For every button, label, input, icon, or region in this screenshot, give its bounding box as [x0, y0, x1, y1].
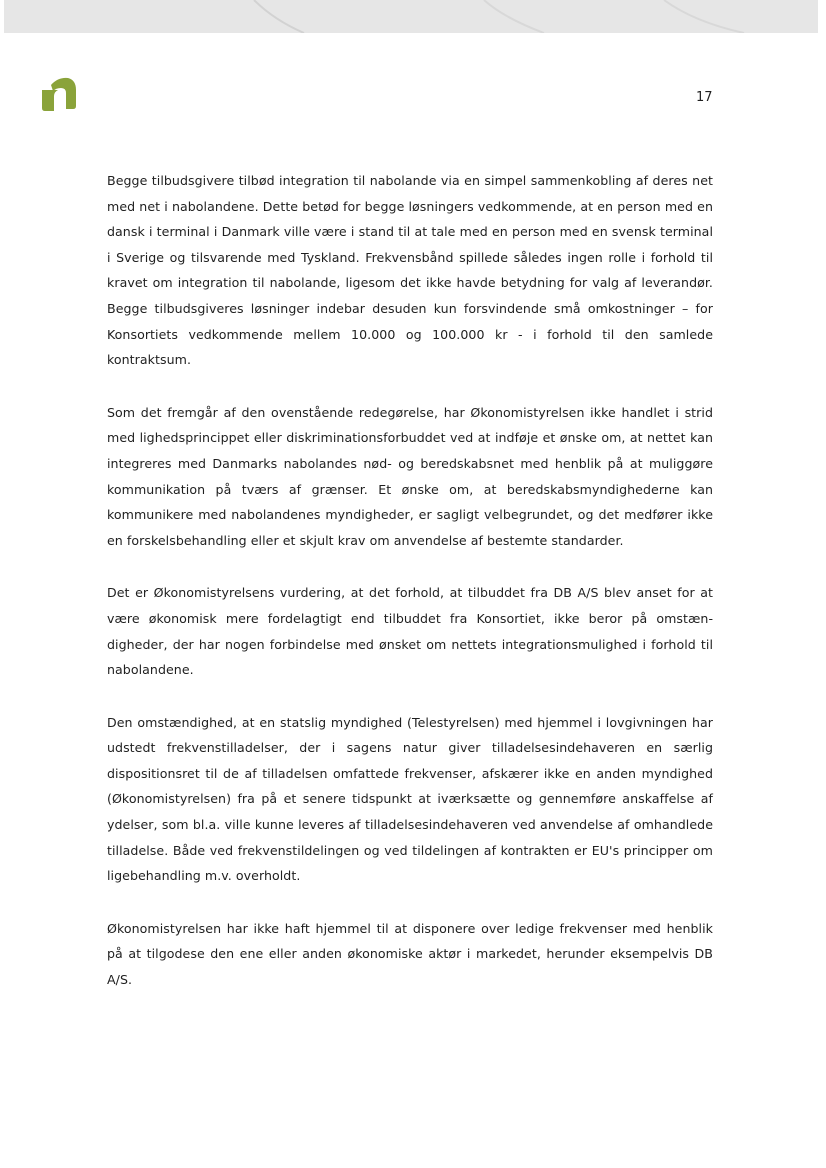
page-number: 17	[696, 90, 713, 105]
header-band-curves	[4, 0, 818, 33]
paragraph-4: Den omstændighed, at en statslig myndighed (Telestyrelsen) med hjemmel i lovgivningen har udstedt frekvenstilladelser, der i sagens natur giver tilladelsesindehaveren en særlig dispositionsret til de af tilladelsen omfattede frekvenser, afskærer ikke en anden myndighed (Økonomistyrelsen) fra på et senere tidspunkt at iværksætte og gennemføre anskaffelse af ydelser, som bl.a. ville kunne leveres af tilladelsesindehaveren ved anvendelse af omhandlede tilladelse. Både ved frekvenstildelingen og ved tildelingen af kontrakten er EU's principper om ligebehandling m.v. overholdt.	[107, 714, 713, 884]
paragraph-3: Det er Økonomistyrelsens vurdering, at det forhold, at tilbuddet fra DB A/S blev anset for at være økonomisk mere fordelagtigt end tilbuddet fra Konsortiet, ikke beror på omstændigheder, der har nogen forbindelse med ønsket om nettets integrationsmulighed i forhold til nabolandene.	[107, 585, 713, 678]
green-arc-logo-icon	[38, 76, 78, 112]
document-body	[107, 168, 713, 1020]
paragraph-5: Økonomistyrelsen har ikke haft hjemmel til at disponere over ledige frekvenser med henblik på at tilgodese den ene eller anden økonomiske aktør i markedet, herunder eksempelvis DB A/S.	[107, 920, 713, 988]
paragraph-2: Som det fremgår af den ovenstående redegørelse, har Økonomistyrelsen ikke handlet i strid med lighedsprincippet eller diskriminationsforbuddet ved at indføje et ønske om, at nettet kan integreres med Danmarks nabolandes nød- og beredskabsnet med henblik på at muliggøre kommunikation på tværs af grænser. Et ønske om, at beredskabsmyndighederne kan kommunikere med nabolandenes myndigheder, er sagligt velbegrundet, og det medfører ikke en forskelsbehandling eller et skjult krav om anvendelse af bestemte standarder.	[107, 404, 713, 548]
scanned-header-band	[4, 0, 818, 33]
paragraph-1: Begge tilbudsgivere tilbød integration til nabolande via en simpel sammenkobling af deres net med net i nabolandene. Dette betød for begge løsningers vedkommende, at en person med en dansk i terminal i Danmark ville være i stand til at tale med en person med en svensk terminal i Sverige og tilsvarende med Tyskland. Frekvensbånd spillede således ingen rolle i forhold til kravet om integration til nabolande, ligesom det ikke havde betydning for valg af leverandør. Begge tilbudsgiveres løsninger indebar desuden kun forsvindende små omkostninger – for Konsortiets vedkommende mellem 10.000 og 100.000 kr - i forhold til den samlede kontraktsum.	[107, 173, 713, 368]
